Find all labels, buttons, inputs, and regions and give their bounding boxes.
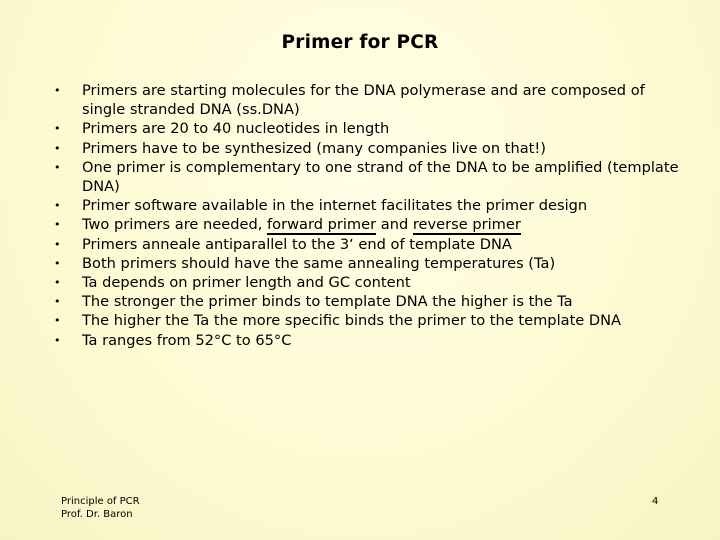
bullet-text: The higher the Ta the more specific binds the primer to the template DNA (82, 312, 622, 330)
bullet-text: Ta depends on primer length and GC content (82, 274, 411, 292)
bullet-item (52, 311, 692, 330)
bullet-dot-icon: • (54, 237, 61, 251)
bullet-dot-icon: • (54, 276, 61, 290)
page-number: 4 (652, 496, 659, 507)
slide-title: Primer for PCR (281, 32, 439, 53)
bullet-item (52, 196, 692, 215)
bullet-list (52, 81, 692, 350)
bullet-dot-icon: • (54, 333, 61, 347)
bullet-dot-icon: • (54, 141, 61, 155)
bullet-item (52, 215, 692, 234)
bullet-text: Primers have to be synthesized (many companies live on that!) (82, 139, 546, 157)
bullet-dot-icon: • (54, 84, 61, 97)
reverse-primer-term: reverse primer (412, 216, 521, 234)
bullet-item (52, 158, 692, 196)
footer-credit (61, 496, 140, 521)
footer-author: Prof. Dr. Baron (61, 508, 133, 520)
bullet-dot-icon: • (54, 199, 61, 213)
bullet-item (52, 292, 692, 311)
bullet-text: Ta ranges from 52°C to 65°C (82, 331, 292, 349)
bullet-item (52, 331, 692, 350)
bullet-item (52, 235, 692, 254)
footer-course-title: Principle of PCR (61, 496, 140, 507)
bullet-item (52, 119, 692, 138)
bullet-dot-icon: • (54, 218, 61, 232)
bullet-text: Primers anneale antiparallel to the 3‘ end of template DNA (82, 235, 512, 253)
bullet-dot-icon: • (54, 160, 61, 174)
bullet-text: Primer software available in the internet facilitates the primer design (82, 197, 588, 215)
bullet-text: The stronger the primer binds to template DNA the higher is the Ta (82, 293, 573, 311)
bullet-text-prefix: Two primers are needed, (82, 216, 267, 234)
forward-primer-term: forward primer (267, 216, 377, 234)
bullet-dot-icon: • (54, 314, 61, 328)
bullet-text: Primers are starting molecules for the DNA polymerase and are composed of single stranded DNA (ss.DNA) (82, 82, 645, 119)
bullet-dot-icon: • (54, 122, 61, 136)
bullet-item (52, 139, 692, 158)
bullet-text: Both primers should have the same annealing temperatures (Ta) (82, 254, 556, 272)
bullet-dot-icon: • (54, 295, 61, 309)
bullet-item (52, 81, 692, 119)
bullet-dot-icon: • (54, 256, 61, 270)
bullet-text: One primer is complementary to one strand of the DNA to be amplified (template DNA) (82, 158, 679, 196)
bullet-text: Primers are 20 to 40 nucleotides in length (82, 120, 390, 138)
bullet-item (52, 273, 692, 292)
bullet-item (52, 254, 692, 273)
bullet-text-middle: and (376, 216, 413, 234)
